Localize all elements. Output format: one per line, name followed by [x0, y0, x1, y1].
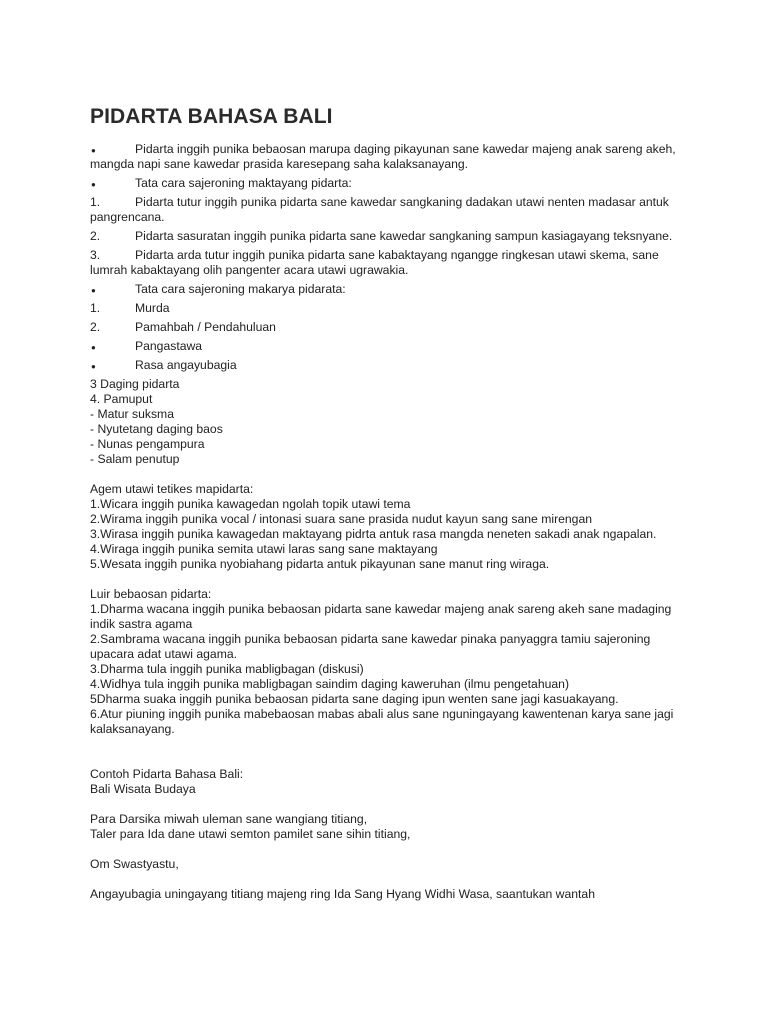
text-line: Angayubagia uningayang titiang majeng ring Ida Sang Hyang Widhi Wasa, saantukan wantah: [90, 887, 595, 901]
spacer: [90, 872, 686, 887]
text-line: 3.Dharma tula inggih punika mabligbagan (diskusi): [90, 662, 364, 676]
list-item: [90, 282, 686, 297]
list-item: [90, 176, 686, 191]
text-line: 5.Wesata inggih punika nyobiahang pidarta antuk pikayunan sane manut ring wiraga.: [90, 557, 550, 571]
list-item: [90, 301, 686, 316]
list-item-text: Tata cara sajeroning maktayang pidarta:: [135, 176, 352, 190]
list-item-text: Pidarta sasuratan inggih punika pidarta sane kawedar sangkaning sampun kasiagayang teksnyane.: [135, 229, 673, 243]
bullet-icon: ●: [91, 286, 96, 295]
text-line: 4.Wiraga inggih punika semita utawi laras sang sane maktayang: [90, 542, 438, 556]
spacer: [90, 797, 686, 812]
list-item: [90, 320, 686, 335]
list-number: 2.: [90, 320, 101, 334]
text-line: - Nunas pengampura: [90, 437, 205, 451]
list-number: 3.: [90, 248, 101, 262]
text-line: - Salam penutup: [90, 452, 180, 466]
bullet-icon: ●: [91, 180, 96, 189]
list-item: [90, 358, 686, 373]
list-item-text: Tata cara sajeroning makarya pidarata:: [135, 282, 346, 296]
text-line: 3.Wirasa inggih punika kawagedan maktayang pidrta antuk rasa mangda neneten sakadi anak ngapalan.: [90, 527, 657, 541]
list-item: [90, 195, 686, 225]
salutation: Om Swastyastu,: [90, 857, 179, 871]
agem-section: [90, 482, 686, 572]
list-item-text: Pidarta arda tutur inggih punika pidarta sane kabaktayang ngangge ringkesan utawi skema, sane lumrah kabaktayang olih pangenter acara utawi ugrawakia.: [90, 248, 659, 277]
text-line: Para Darsika miwah uleman sane wangiang titiang,: [90, 812, 368, 826]
list-item-text: Pamahbah / Pendahuluan: [135, 320, 276, 334]
spacer: [90, 572, 686, 587]
text-line: 4.Widhya tula inggih punika mabligbagan saindim daging kaweruhan (ilmu pengetahuan): [90, 677, 570, 691]
document-content: [90, 104, 686, 902]
text-line: - Matur suksma: [90, 407, 174, 421]
text-line: 6.Atur piuning inggih punika mabebaosan mabas abali alus sane nguningayang kawentenan karya sane jagi kalaksanayang.: [90, 707, 674, 736]
list-item-text: Pidarta tutur inggih punika pidarta sane kawedar sangkaning dadakan utawi nenten madasar antuk pangrencana.: [90, 195, 669, 224]
bullet-icon: ●: [91, 362, 96, 371]
list-number: 1.: [90, 195, 101, 209]
list-item-text: Rasa angayubagia: [135, 358, 237, 372]
text-line: 1.Wicara inggih punika kawagedan ngolah topik utawi tema: [90, 497, 411, 511]
text-line: 2.Sambrama wacana inggih punika bebaosan pidarta sane kawedar pinaka panyaggra tamiu sajeroning upacara adat utawi agama.: [90, 632, 651, 661]
list-item: [90, 339, 686, 354]
text-line: 1.Dharma wacana inggih punika bebaosan pidarta sane kawedar majeng anak sareng akeh sane madaging indik sastra agama: [90, 602, 672, 631]
text-line: 2.Wirama inggih punika vocal / intonasi suara sane prasida nudut kayun sang sane mirengan: [90, 512, 593, 526]
spacer: [90, 842, 686, 857]
section-heading: Luir bebaosan pidarta:: [90, 587, 212, 601]
list-number: 1.: [90, 301, 101, 315]
speech-title: Bali Wisata Budaya: [90, 782, 196, 796]
intro-list: [90, 142, 686, 373]
text-line: 4. Pamuput: [90, 392, 153, 406]
list-item-text: Pangastawa: [135, 339, 203, 353]
example-section: [90, 767, 686, 902]
spacer: [90, 467, 686, 482]
text-line: 3 Daging pidarta: [90, 377, 180, 391]
structure-lines: [90, 377, 686, 467]
section-heading: Agem utawi tetikes mapidarta:: [90, 482, 254, 496]
list-number: 2.: [90, 229, 101, 243]
text-line: 5Dharma suaka inggih punika bebaosan pidarta sane daging ipun wenten sane jagi kasuakayang.: [90, 692, 619, 706]
page-title: PIDARTA BAHASA BALI: [90, 105, 333, 128]
list-item-text: Murda: [135, 301, 170, 315]
section-heading: Contoh Pidarta Bahasa Bali:: [90, 767, 244, 781]
list-item-text: Pidarta inggih punika bebaosan marupa daging pikayunan sane kawedar majeng anak sareng akeh, mangda napi sane kawedar prasida karesepang saha kalaksanayang.: [90, 142, 676, 171]
spacer: [90, 737, 686, 767]
text-line: - Nyutetang daging baos: [90, 422, 223, 436]
luir-section: [90, 587, 686, 737]
text-line: Taler para Ida dane utawi semton pamilet sane sihin titiang,: [90, 827, 411, 841]
list-item: [90, 142, 686, 172]
list-item: [90, 229, 686, 244]
bullet-icon: ●: [91, 343, 96, 352]
bullet-icon: ●: [91, 146, 96, 155]
list-item: [90, 248, 686, 278]
